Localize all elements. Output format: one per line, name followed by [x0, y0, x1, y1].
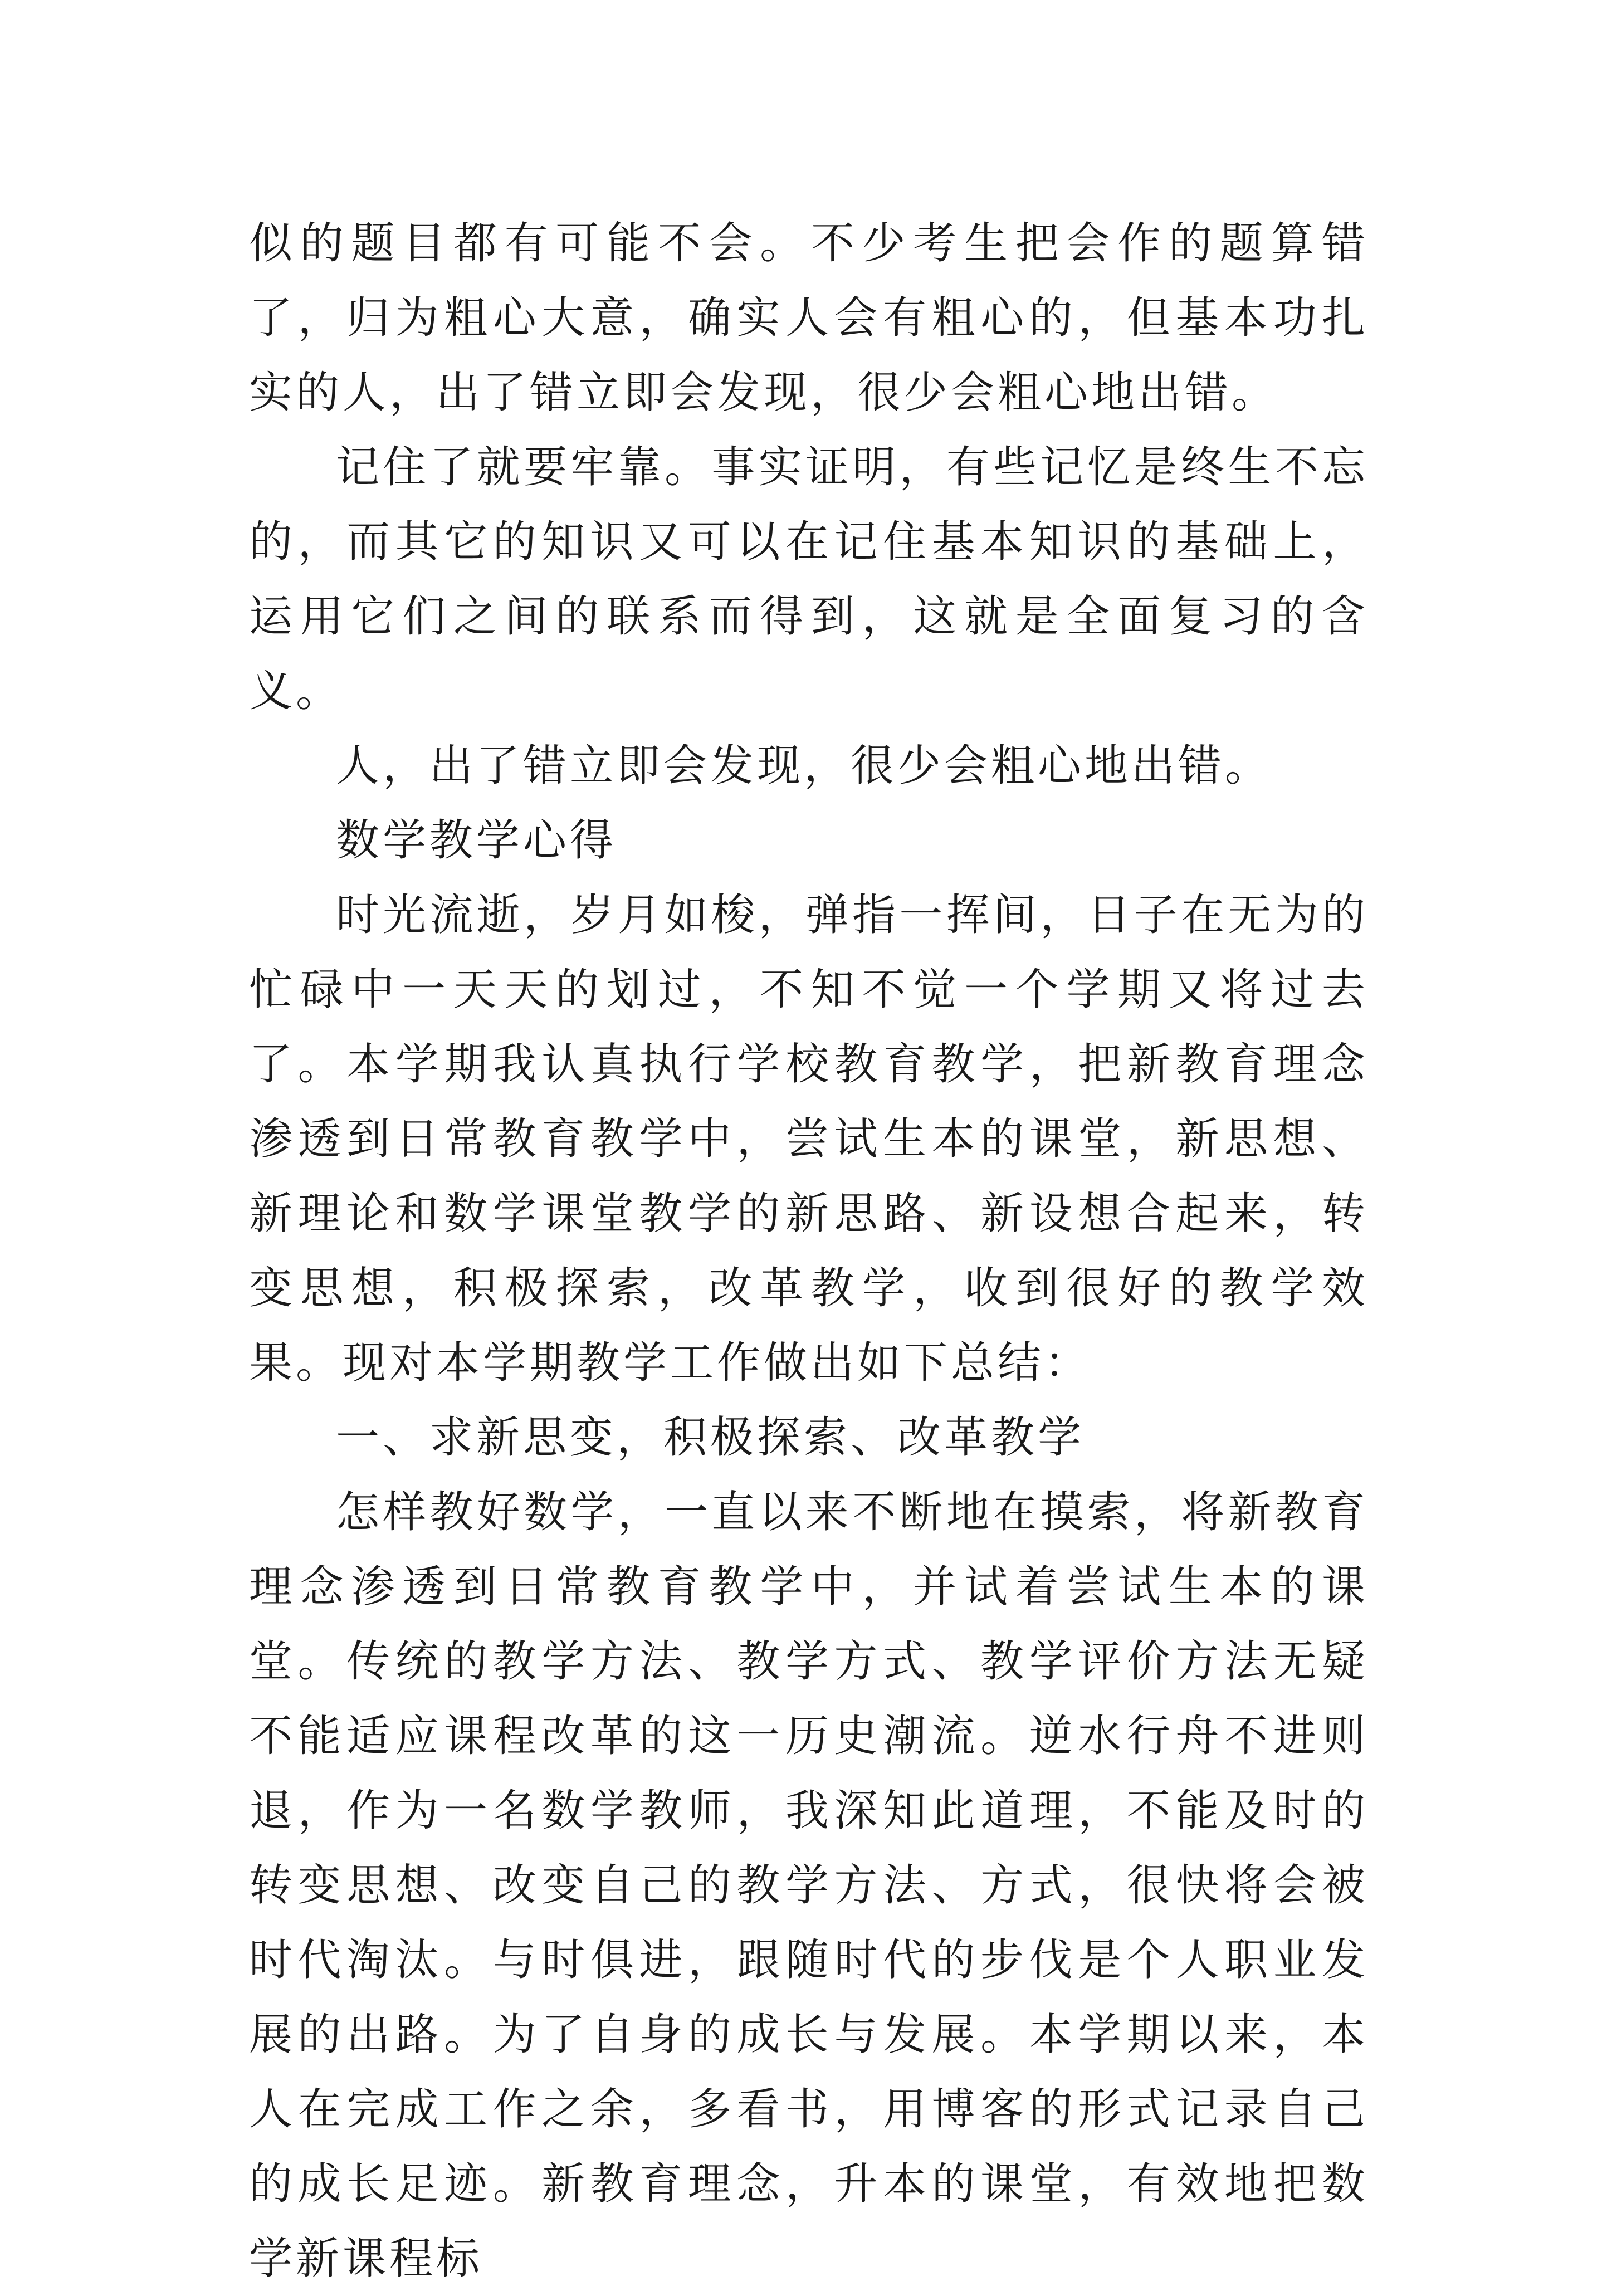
section-heading-one: 一、求新思变，积极探索、改革教学 — [336, 1413, 1085, 1463]
paragraph-intro: 时光流逝，岁月如梭，弹指一挥间，日子在无为的忙碌中一天天的划过，不知不觉一个学期又将过去了。本学期我认真执行学校教育教学，把新教育理念渗透到日常教育教学中，尝试生本的课堂，新思想、新理论和数学课堂教学的新思路、新设想合起来，转变思想，积极探索，改革教学，收到很好的教学效果。现对本学期教学工作做出如下总结： — [249, 890, 1369, 1388]
paragraph-continuation: 似的题目都有可能不会。不少考生把会作的题算错了，归为粗心大意，确实人会有粗心的，但基本功扎实的人，出了错立即会发现，很少会粗心地出错。 — [249, 218, 1369, 418]
section-title: 数学教学心得 — [336, 815, 617, 866]
paragraph-short: 人，出了错立即会发现，很少会粗心地出错。 — [336, 741, 1272, 791]
paragraph-memory: 记住了就要牢靠。事实证明，有些记忆是终生不忘的，而其它的知识又可以在记住基本知识的基础上，运用它们之间的联系而得到，这就是全面复习的含义。 — [249, 442, 1369, 716]
document-body — [249, 206, 1369, 2296]
paragraph-body: 怎样教好数学，一直以来不断地在摸索，将新教育理念渗透到日常教育教学中，并试着尝试生本的课堂。传统的教学方法、教学方式、教学评价方法无疑不能适应课程改革的这一历史潮流。逆水行舟不进则退，作为一名数学教师，我深知此道理，不能及时的转变思想、改变自己的教学方法、方式，很快将会被时代淘汰。与时俱进，跟随时代的步伐是个人职业发展的出路。为了自身的成长与发展。本学期以来，本人在完成工作之余，多看书，用博客的形式记录自己的成长足迹。新教育理念，升本的课堂，有效地把数学新课程标 — [249, 1487, 1369, 2284]
